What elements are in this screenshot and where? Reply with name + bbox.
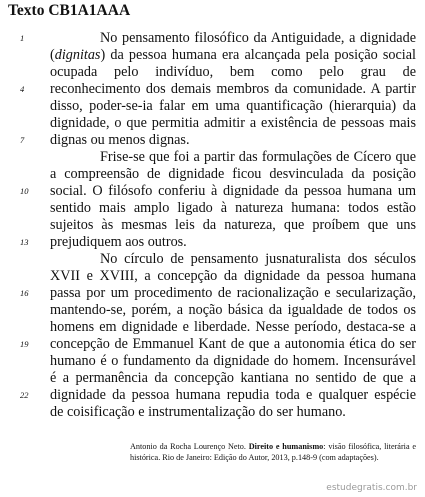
line-number: 10 (20, 186, 29, 196)
text-line (50, 47, 416, 64)
source-citation (130, 441, 416, 463)
line-number: 13 (20, 237, 29, 247)
text-line: Frise-se que foi a partir das formulações de Cícero que (100, 149, 416, 165)
text-line: prejudiquem aos outros. (50, 234, 187, 250)
text-line: No pensamento filosófico da Antiguidade, a dignidade (100, 30, 416, 46)
line-number: 1 (20, 33, 25, 43)
text-line: de coisificação e instrumentalização do ser humano. (50, 404, 346, 420)
text-line: No círculo de pensamento jusnaturalista dos séculos (100, 251, 416, 267)
text-line: concepção de Emmanuel Kant de que a autonomia ética do ser (50, 336, 416, 352)
text-line: dignas ou menos dignas. (50, 132, 190, 148)
text-line-italic-fix: (dignitas) da pessoa humana era alcançada pela posição social (50, 47, 416, 63)
citation-author: Antonio da Rocha Lourenço Neto. (130, 442, 246, 451)
text-line: XVII e XVIII, a concepção da dignidade da pessoa humana (50, 268, 416, 284)
latin-term: dignitas (54, 47, 101, 63)
citation-rest: : visão filosófica, literária e histórica. Rio de Janeiro: Edição do Autor, 2013, p.148-9 (com adaptações). (130, 442, 416, 462)
text-line: a compreensão de dignidade ficou desvinculada da posição (50, 166, 416, 182)
text-line: dignidade da pessoa humana repudia toda e qualquer espécie (50, 387, 416, 403)
line-number: 7 (20, 135, 25, 145)
text-line: sujeitos às mesmas leis da natureza, que proíbem que uns (50, 217, 416, 233)
text-title: Texto CB1A1AAA (8, 2, 131, 19)
line-number: 19 (20, 339, 29, 349)
line-number: 4 (20, 84, 25, 94)
text-line: dignidade, o que permitia admitir a existência de pessoas mais (50, 115, 416, 131)
text-line: humano é o fundamento da dignidade do homem. Incensurável (50, 353, 416, 369)
line-number: 22 (20, 390, 29, 400)
text-line: social. O filósofo conferiu à dignidade da pessoa humana um (50, 183, 416, 199)
text-line: ocupada pelo indivíduo, bem como pelo grau de (50, 64, 416, 80)
text-line: reconhecimento dos demais membros da comunidade. A partir (50, 81, 416, 97)
line-number: 16 (20, 288, 29, 298)
citation-work: Direito e humanismo (248, 442, 324, 451)
text-line: mantendo-se, porém, a noção básica da igualdade de todos os (50, 302, 416, 318)
watermark: estudegratis.com.br (326, 483, 417, 493)
text-line: passa por um procedimento de racionalização e secularização, (50, 285, 416, 301)
text-line: é a permanência da concepção kantiana no sentido de que a (50, 370, 416, 386)
text-line: disso, poder-se-ia falar em uma quantificação (hierarquia) da (50, 98, 416, 114)
text-line: sentido mais amplo ligado à natureza humana: todos estão (50, 200, 416, 216)
text-line: homens em dignidade e liberdade. Nesse período, destaca-se a (50, 319, 416, 335)
